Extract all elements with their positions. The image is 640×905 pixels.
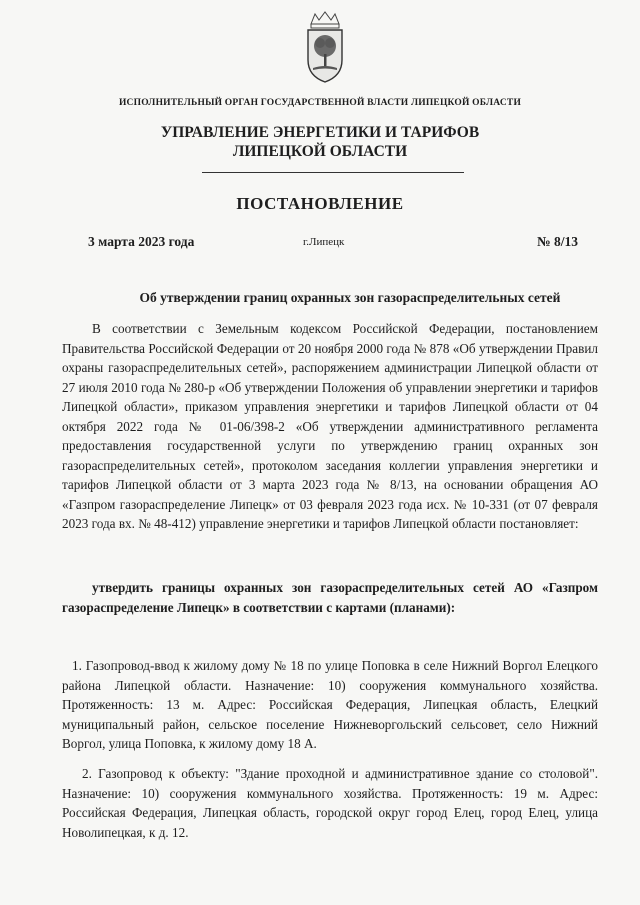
department-title-line2: ЛИПЕЦКОЙ ОБЛАСТИ xyxy=(232,143,408,160)
department-title-line1: УПРАВЛЕНИЕ ЭНЕРГЕТИКИ И ТАРИФОВ xyxy=(160,124,480,141)
authority-name: ИСПОЛНИТЕЛЬНЫЙ ОРГАН ГОСУДАРСТВЕННОЙ ВЛАСТИ ЛИПЕЦКОЙ ОБЛАСТИ xyxy=(118,98,522,108)
document-date: 3 марта 2023 года xyxy=(88,234,195,249)
list-item: 2. Газопровод к объекту: "Здание проходной и административное здание со столовой". Назначение: 10) сооружения коммунального хозяйства. Протяженность: 19 м. Адрес: Российская Федерация, Липецкая область, городской округ город Елец, город Елец, улица Новолипецкая, к д. 12. xyxy=(62,766,598,840)
resolution-paragraph: утвердить границы охранных зон газораспределительных сетей АО «Газпром газораспределение Липецк» в соответствии с картами (планами): xyxy=(62,580,598,615)
document-type: ПОСТАНОВЛЕНИЕ xyxy=(236,194,404,213)
list-item: 1. Газопровод-ввод к жилому дому № 18 по улице Поповка в селе Нижний Воргол Елецкого района Липецкой области. Назначение: 10) сооружения коммунального хозяйства. Протяженность: 13 м. Адрес: Российская Федерация, Липецкая область, Елецкий муниципальный район, сельское поселение Нижневоргольский сельсовет, село Нижний Воргол, улица Поповка, к жилому дому 18 А. xyxy=(62,658,598,751)
document-number: № 8/13 xyxy=(537,234,578,249)
document-subject: Об утверждении границ охранных зон газораспределительных сетей xyxy=(139,290,561,305)
preamble-paragraph: В соответствии с Земельным кодексом Российской Федерации, постановлением Правительства Российской Федерации от 20 ноября 2000 года № 878 «Об утверждении Правил охраны газораспределительных сетей», распоряжением администрации Липецкой области от 27 июля 2010 года № 280-р «Об утверждении Положения об управлении энергетики и тарифов Липецкой области», приказом управления энергетики и тарифов Липецкой области от 04 октября 2022 года № 01-06/398-2 «Об утверждении административного регламента предоставления государственной услуги по утверждению границ охранных зон газораспределительных сетей», протоколом заседания коллегии управления энергетики и тарифов Липецкой области от 3 марта 2023 года № 8/13, на основании обращения АО «Газпром газораспределение Липецк» от 03 февраля 2023 года исх. № 10-331 (от 07 февраля 2023 года вх. № 48-412) управление энергетики и тарифов Липецкой области постановляет: xyxy=(62,321,598,531)
document-city: г.Липецк xyxy=(303,236,345,248)
title-divider xyxy=(202,172,464,173)
coat-of-arms-icon xyxy=(303,10,347,84)
